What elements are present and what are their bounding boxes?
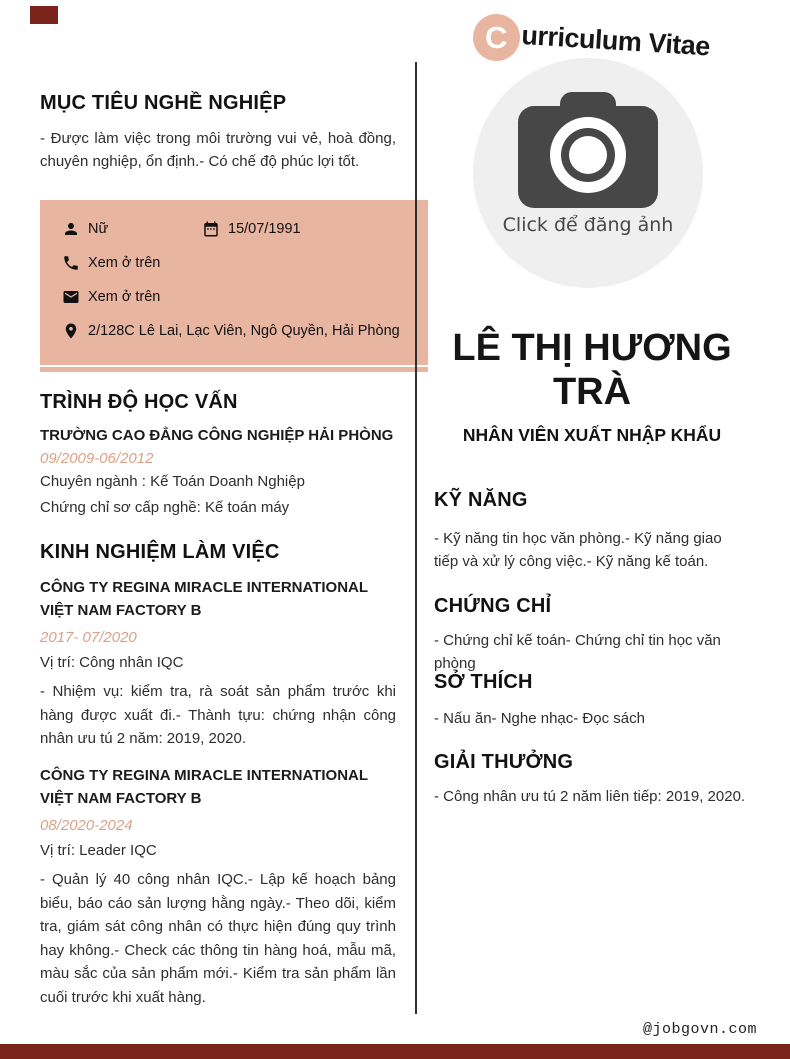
email-value: Xem ở trên xyxy=(88,288,161,305)
awards-text: - Công nhân ưu tú 2 năm liên tiếp: 2019, 2020. xyxy=(434,788,746,805)
phone-value: Xem ở trên xyxy=(88,254,161,271)
brand-logo xyxy=(434,12,750,68)
info-row-email xyxy=(62,286,428,307)
info-row-phone xyxy=(62,252,428,273)
address-value: 2/128C Lê Lai, Lạc Viên, Ngô Quyền, Hải Phòng xyxy=(88,322,400,339)
job-description: - Nhiệm vụ: kiểm tra, rà soát sản phẩm trước khi hàng được xuất đi.- Thành tựu: chứng nhận công nhân ưu tú 2 năm: 2019, 2020. xyxy=(40,683,396,747)
gender-value: Nữ xyxy=(88,220,109,237)
person-icon xyxy=(62,220,80,238)
experience-heading: KINH NGHIỆM LÀM VIỆC xyxy=(40,541,280,563)
education-heading: TRÌNH ĐỘ HỌC VẤN xyxy=(40,391,238,413)
objective-heading: MỤC TIÊU NGHỀ NGHIỆP xyxy=(40,92,287,114)
candidate-name: LÊ THỊ HƯƠNG TRÀ xyxy=(452,327,732,413)
education-major: Chuyên ngành : Kế Toán Doanh Nghiệp xyxy=(40,473,305,490)
phone-icon xyxy=(62,254,80,272)
photo-upload-button[interactable] xyxy=(473,58,703,288)
job-position: Vị trí: Leader IQC xyxy=(40,842,157,859)
location-pin-icon xyxy=(62,322,80,340)
certificates-heading: CHỨNG CHỈ xyxy=(434,595,552,617)
job-period: 2017- 07/2020 xyxy=(40,629,137,646)
job-period: 08/2020-2024 xyxy=(40,817,133,834)
job-company: CÔNG TY REGINA MIRACLE INTERNATIONAL VIỆT NAM FACTORY B xyxy=(40,579,368,619)
candidate-job-title: NHÂN VIÊN XUẤT NHẬP KHẨU xyxy=(462,425,722,445)
envelope-icon xyxy=(62,288,80,306)
site-watermark: @jobgovn.com xyxy=(642,1021,757,1038)
job-description: - Quản lý 40 công nhân IQC.- Lập kế hoạch bảng biểu, báo cáo sản lượng hằng ngày.- Theo dõi, kiểm tra, giám sát công nhân có thực hiện đúng quy trình hay không.- Check các thông tin hàng hoá, mẫu mã, màu sắc của sản phẩm mới.- Kiểm tra sản phẩm lần cuối trước khi xuất hàng. xyxy=(40,871,396,1006)
job-company: CÔNG TY REGINA MIRACLE INTERNATIONAL VIỆT NAM FACTORY B xyxy=(40,767,368,807)
objective-text: - Được làm việc trong môi trường vui vẻ, hoà đồng, chuyên nghiệp, ổn định.- Có chế độ phúc lợi tốt. xyxy=(40,130,396,170)
phone-item xyxy=(62,254,160,272)
education-period: 09/2009-06/2012 xyxy=(40,450,154,467)
hobbies-text: - Nấu ăn- Nghe nhạc- Đọc sách xyxy=(434,710,645,727)
education-note: Chứng chỉ sơ cấp nghề: Kế toán máy xyxy=(40,499,290,516)
camera-icon xyxy=(518,92,658,210)
job-entry-2 xyxy=(40,764,396,1009)
skills-heading: KỸ NĂNG xyxy=(434,489,528,511)
info-row-address xyxy=(62,320,428,341)
birthday-item xyxy=(202,220,301,238)
page-margin-mark xyxy=(30,6,58,24)
brand-logo-text: urriculum Vitae xyxy=(520,19,711,62)
birthday-value: 15/07/1991 xyxy=(228,220,301,237)
awards-heading: GIẢI THƯỞNG xyxy=(434,751,574,773)
hobbies-heading: SỞ THÍCH xyxy=(434,671,533,693)
column-divider xyxy=(415,62,417,1014)
address-item xyxy=(62,322,400,340)
education-school: TRƯỜNG CAO ĐẲNG CÔNG NGHIỆP HẢI PHÒNG xyxy=(40,427,394,444)
certificates-text: - Chứng chỉ kế toán- Chứng chỉ tin học văn phòng xyxy=(434,632,721,672)
photo-upload-caption: Click để đăng ảnh xyxy=(502,214,674,236)
skills-text: - Kỹ năng tin học văn phòng.- Kỹ năng giao tiếp và xử lý công việc.- Kỹ năng kế toán. xyxy=(434,530,722,570)
personal-info-box xyxy=(40,200,428,372)
job-position: Vị trí: Công nhân IQC xyxy=(40,654,184,671)
job-entry-1 xyxy=(40,576,396,751)
calendar-icon xyxy=(202,220,220,238)
info-row-gender-birthday xyxy=(62,218,428,239)
brand-logo-initial: C xyxy=(473,14,520,61)
email-item xyxy=(62,288,160,306)
page-boundary-bar xyxy=(0,1044,790,1059)
gender-item xyxy=(62,220,202,238)
